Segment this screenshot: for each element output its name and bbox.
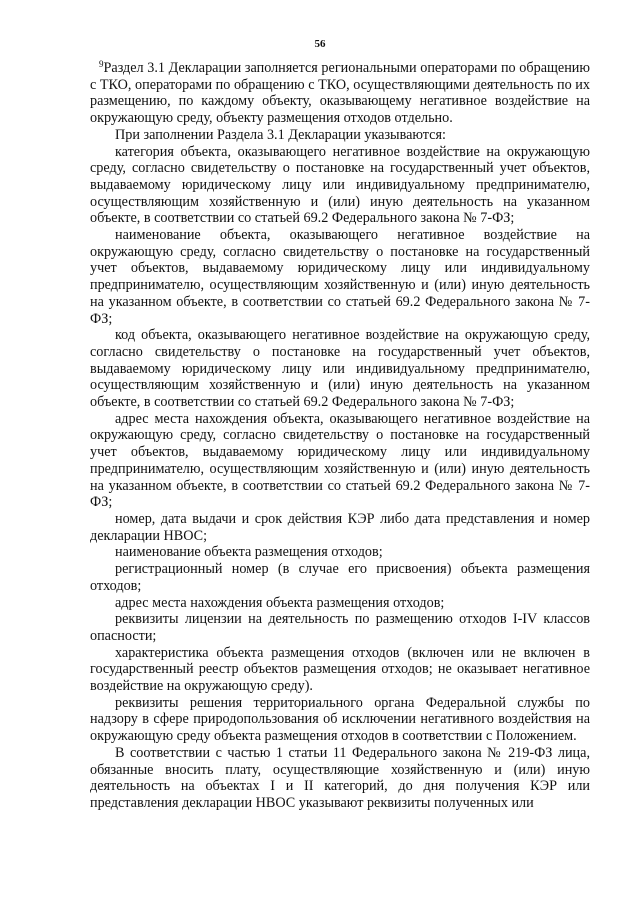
list-item: наименование объекта размещения отходов; <box>115 544 383 561</box>
list-item: адрес места нахождения объекта, оказывающего негативное воздействие на окружающую среду, согласно свидетельству о постановке на государственный учет объектов, выдаваемому юридическому лицу или индивидуальному предпринимателю, осуществляющим хозяйственную и (или) иную деятельность на указанном объекте, в соответствии со статьей 69.2 Федерального закона № 7-ФЗ; <box>90 410 590 511</box>
list-item: категория объекта, оказывающего негативное воздействие на окружающую среду, согласно свидетельству о постановке на государственный учет объектов, выдаваемому юридическому лицу или индивидуальному предпринимателю, осуществляющим хозяйственную и (или) иную деятельность на указанном объекте, в соответствии со статьей 69.2 Федерального закона № 7-ФЗ; <box>90 143 590 227</box>
footnote-marker: 9 <box>99 59 104 69</box>
list-item: регистрационный номер (в случае его присвоения) объекта размещения отходов; <box>90 561 590 594</box>
list-item: номер, дата выдачи и срок действия КЭР либо дата представления и номер декларации НВОС; <box>90 510 590 544</box>
paragraph-text: Раздел 3.1 Декларации заполняется региональными операторами по обращению с ТКО, операторами по обращению с ТКО, осуществляющими деятельность по их размещению, по каждому объекту, оказывающему негативное воздействие на окружающую среду, объекту размещения отходов отдельно. <box>90 60 590 127</box>
paragraph: При заполнении Раздела 3.1 Декларации указываются: <box>115 126 446 143</box>
page-number: 56 <box>314 38 326 50</box>
paragraph: В соответствии с частью 1 статьи 11 Федерального закона № 219-ФЗ лица, обязанные вносить плату, осуществляющие хозяйственную и (или) иную деятельность на объектах I и II категорий, до дня получения КЭР или представления декларации НВОС указывают реквизиты полученных или <box>90 744 590 811</box>
list-item: реквизиты решения территориального органа Федеральной службы по надзору в сфере природопользования об исключении негативного воздействия на окружающую среду объекта размещения отходов в соответствии с Положением. <box>90 694 590 745</box>
document-body <box>90 60 590 812</box>
list-item: реквизиты лицензии на деятельность по размещению отходов I-IV классов опасности; <box>90 611 590 644</box>
list-item: код объекта, оказывающего негативное воздействие на окружающую среду, согласно свидетельству о постановке на государственный учет объектов, выдаваемому юридическому лицу или индивидуальному предпринимателю, осуществляющим хозяйственную и (или) иную деятельность на указанном объекте, в соответствии со статьей 69.2 Федерального закона № 7-ФЗ; <box>90 327 590 411</box>
list-item: адрес места нахождения объекта размещения отходов; <box>115 594 445 611</box>
list-item: характеристика объекта размещения отходов (включен или не включен в государственный реестр объектов размещения отходов; не оказывает негативное воздействие на окружающую среду). <box>90 644 590 695</box>
list-item: наименование объекта, оказывающего негативное воздействие на окружающую среду, согласно свидетельству о постановке на государственный учет объектов, выдаваемому юридическому лицу или индивидуальному предпринимателю, осуществляющим хозяйственную и (или) иную деятельность на указанном объекте, в соответствии со статьей 69.2 Федерального закона № 7-ФЗ; <box>90 227 590 327</box>
paragraph-section-intro <box>90 60 590 127</box>
